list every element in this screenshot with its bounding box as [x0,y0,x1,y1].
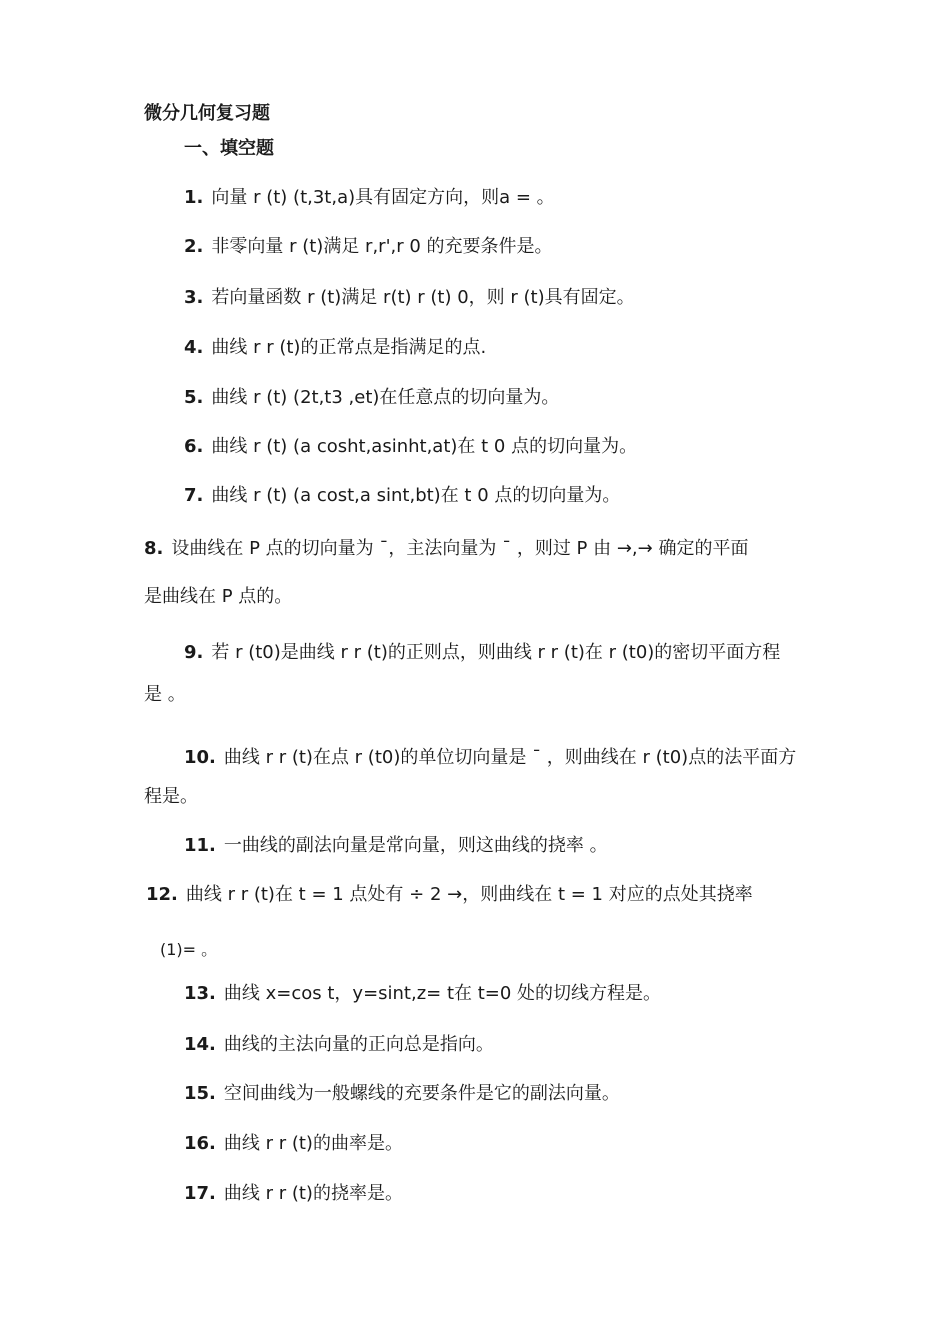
question-text: 一曲线的副法向量是常向量，则这曲线的挠率 。 [223,835,608,856]
question-8-continued: 是曲线在 P 点的。 [144,586,293,607]
question-text: 曲线 r r (t)在点 r (t0)的单位切向量是 ¯ ，则曲线在 r (t0)点的法平面方 [223,747,797,768]
question-number: 3. [184,287,204,308]
question-9-continued: 是 。 [144,684,186,705]
question-12 [146,883,753,907]
question-number: 1. [184,187,204,208]
question-16 [184,1132,403,1156]
question-11 [184,834,608,858]
question-number: 15. [184,1083,216,1104]
question-number: 5. [184,387,204,408]
question-number: 13. [184,983,216,1004]
question-number: 10. [184,747,216,768]
question-number: 8. [144,538,164,559]
question-number: 16. [184,1133,216,1154]
question-17 [184,1182,403,1206]
question-15 [184,1082,620,1106]
question-text: 曲线 r r (t)的挠率是。 [223,1183,403,1204]
question-number: 12. [146,884,178,905]
question-3 [184,286,635,310]
question-text: 曲线的主法向量的正向总是指向。 [223,1034,494,1055]
question-text: 设曲线在 P 点的切向量为 ¯，主法向量为 ¯ ，则过 P 由 →,→ 确定的平面 [171,538,749,559]
question-7 [184,484,620,508]
question-13 [184,982,661,1006]
question-10-continued: 程是。 [144,786,198,807]
question-number: 6. [184,436,204,457]
question-8 [144,537,748,561]
question-number: 2. [184,236,204,257]
question-text: 曲线 r (t) (a cosht,asinht,at)在 t 0 点的切向量为。 [211,436,638,457]
question-14 [184,1033,494,1057]
question-9 [184,641,780,665]
question-number: 9. [184,642,204,663]
question-number: 17. [184,1183,216,1204]
question-number: 7. [184,485,204,506]
question-10 [184,746,796,770]
question-2 [184,235,553,259]
question-text: 曲线 r r (t)的正常点是指满足的点. [211,337,487,358]
question-text: 向量 r (t) (t,3t,a)具有固定方向，则a = 。 [211,187,555,208]
section-heading: 一、填空题 [184,138,274,159]
question-12-continued: (1)= 。 [160,940,218,959]
document-title: 微分几何复习题 [144,103,270,124]
question-text: 若 r (t0)是曲线 r r (t)的正则点，则曲线 r r (t)在 r (t0)的密切平面方程 [211,642,781,663]
question-5 [184,386,559,410]
question-1 [184,186,555,210]
question-text: 空间曲线为一般螺线的充要条件是它的副法向量。 [223,1083,620,1104]
question-4 [184,336,486,360]
question-6 [184,435,637,459]
question-text: 曲线 x=cos t，y=sint,z= t在 t=0 处的切线方程是。 [223,983,662,1004]
question-text: 若向量函数 r (t)满足 r(t) r (t) 0，则 r (t)具有固定。 [211,287,635,308]
question-text: 曲线 r r (t)在 t = 1 点处有 ÷ 2 →，则曲线在 t = 1 对应的点处其挠率 [185,884,753,905]
question-number: 4. [184,337,204,358]
question-text: 曲线 r (t) (2t,t3 ,et)在任意点的切向量为。 [211,387,560,408]
question-number: 14. [184,1034,216,1055]
question-number: 11. [184,835,216,856]
question-text: 非零向量 r (t)满足 r,r',r 0 的充要条件是。 [211,236,553,257]
question-text: 曲线 r r (t)的曲率是。 [223,1133,403,1154]
question-text: 曲线 r (t) (a cost,a sint,bt)在 t 0 点的切向量为。 [211,485,621,506]
